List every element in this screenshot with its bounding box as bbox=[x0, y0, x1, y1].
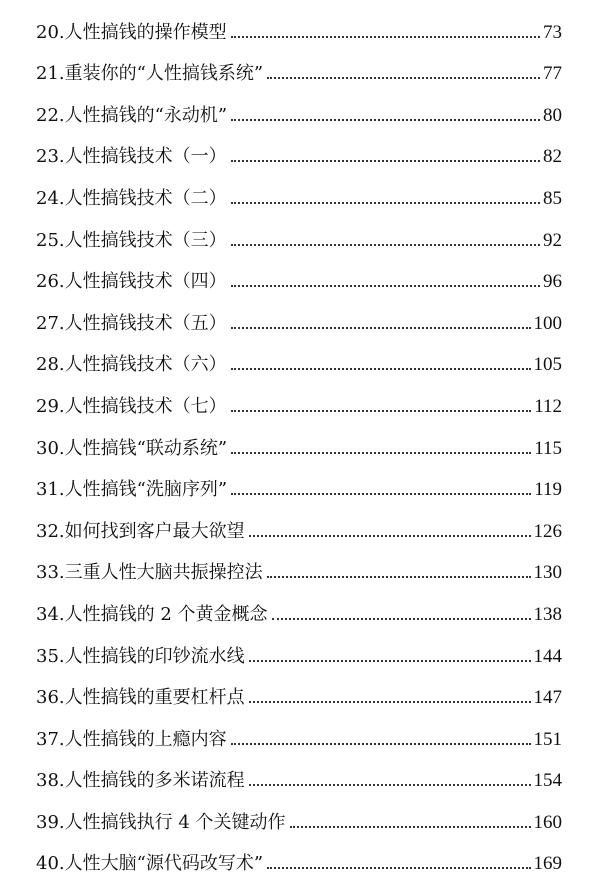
dot-leader bbox=[231, 743, 531, 745]
toc-entry-title: 33.三重人性大脑共振操控法 bbox=[36, 562, 263, 584]
toc-entry-page-number: 169 bbox=[533, 853, 562, 875]
dot-leader bbox=[231, 244, 540, 246]
toc-entry-page-number: 160 bbox=[533, 811, 562, 833]
toc-entry-page-number: 100 bbox=[533, 312, 562, 334]
toc-entry-page-number: 138 bbox=[533, 603, 562, 625]
toc-entry-page-number: 112 bbox=[534, 395, 562, 417]
toc-entry-title: 21.重装你的“人性搞钱系统” bbox=[36, 63, 264, 85]
dot-leader bbox=[231, 368, 531, 370]
toc-entry-title: 24.人性搞钱技术（二） bbox=[36, 187, 227, 209]
toc-entry-page-number: 151 bbox=[533, 728, 562, 750]
toc-entry-title: 37.人性搞钱的上瘾内容 bbox=[36, 728, 227, 750]
toc-entry-title: 34.人性搞钱的 2 个黄金概念 bbox=[36, 603, 268, 625]
toc-entry-page-number: 119 bbox=[534, 479, 562, 501]
toc-entry-title: 29.人性搞钱技术（七） bbox=[36, 395, 227, 417]
dot-leader bbox=[231, 160, 540, 162]
dot-leader bbox=[267, 77, 540, 79]
toc-entry-page-number: 80 bbox=[543, 104, 562, 126]
toc-entry-27[interactable] bbox=[36, 297, 562, 339]
toc-entry-page-number: 115 bbox=[534, 437, 562, 459]
toc-entry-39[interactable] bbox=[36, 796, 562, 838]
toc-entry-title: 20.人性搞钱的操作模型 bbox=[36, 21, 227, 43]
toc-entry-page-number: 82 bbox=[543, 146, 562, 168]
dot-leader bbox=[267, 867, 530, 869]
toc-entry-page-number: 126 bbox=[533, 520, 562, 542]
toc-entry-37[interactable] bbox=[36, 713, 562, 755]
toc-entry-31[interactable] bbox=[36, 464, 562, 506]
dot-leader bbox=[231, 327, 531, 329]
dot-leader bbox=[231, 493, 531, 495]
toc-entry-title: 25.人性搞钱技术（三） bbox=[36, 229, 227, 251]
toc-entry-title: 40.人性大脑“源代码改写术” bbox=[36, 853, 264, 875]
toc-entry-35[interactable] bbox=[36, 630, 562, 672]
toc-entry-29[interactable] bbox=[36, 380, 562, 422]
dot-leader bbox=[267, 576, 531, 578]
toc-entry-22[interactable] bbox=[36, 89, 562, 131]
dot-leader bbox=[231, 452, 531, 454]
toc-entry-page-number: 92 bbox=[543, 229, 562, 251]
toc-entry-28[interactable] bbox=[36, 339, 562, 381]
dot-leader bbox=[272, 618, 531, 620]
dot-leader bbox=[290, 826, 531, 828]
dot-leader bbox=[231, 202, 540, 204]
toc-entry-20[interactable] bbox=[36, 6, 562, 48]
toc-entry-23[interactable] bbox=[36, 131, 562, 173]
toc-entry-page-number: 105 bbox=[533, 354, 562, 376]
toc-entry-page-number: 85 bbox=[543, 187, 562, 209]
table-of-contents bbox=[36, 6, 562, 879]
toc-entry-title: 36.人性搞钱的重要杠杆点 bbox=[36, 687, 245, 709]
toc-entry-30[interactable] bbox=[36, 422, 562, 464]
toc-entry-title: 31.人性搞钱“洗脑序列” bbox=[36, 479, 228, 501]
dot-leader bbox=[231, 36, 540, 38]
toc-entry-page-number: 96 bbox=[543, 271, 562, 293]
toc-entry-title: 35.人性搞钱的印钞流水线 bbox=[36, 645, 245, 667]
dot-leader bbox=[249, 701, 531, 703]
toc-entry-34[interactable] bbox=[36, 588, 562, 630]
dot-leader bbox=[249, 535, 531, 537]
toc-entry-26[interactable] bbox=[36, 256, 562, 298]
toc-entry-33[interactable] bbox=[36, 547, 562, 589]
dot-leader bbox=[249, 784, 531, 786]
toc-entry-25[interactable] bbox=[36, 214, 562, 256]
toc-entry-title: 27.人性搞钱技术（五） bbox=[36, 312, 227, 334]
toc-entry-page-number: 130 bbox=[533, 562, 562, 584]
toc-entry-page-number: 73 bbox=[543, 21, 562, 43]
toc-entry-24[interactable] bbox=[36, 172, 562, 214]
dot-leader bbox=[231, 119, 540, 121]
toc-entry-page-number: 154 bbox=[533, 770, 562, 792]
toc-entry-title: 28.人性搞钱技术（六） bbox=[36, 354, 227, 376]
toc-entry-title: 22.人性搞钱的“永动机” bbox=[36, 104, 228, 126]
toc-entry-36[interactable] bbox=[36, 672, 562, 714]
toc-entry-38[interactable] bbox=[36, 755, 562, 797]
toc-entry-title: 26.人性搞钱技术（四） bbox=[36, 271, 227, 293]
toc-entry-title: 32.如何找到客户最大欲望 bbox=[36, 520, 245, 542]
dot-leader bbox=[231, 410, 532, 412]
toc-entry-title: 38.人性搞钱的多米诺流程 bbox=[36, 770, 245, 792]
dot-leader bbox=[231, 285, 540, 287]
dot-leader bbox=[249, 660, 531, 662]
toc-entry-title: 39.人性搞钱执行 4 个关键动作 bbox=[36, 811, 286, 833]
toc-entry-title: 23.人性搞钱技术（一） bbox=[36, 146, 227, 168]
toc-entry-page-number: 147 bbox=[533, 687, 562, 709]
toc-entry-page-number: 77 bbox=[543, 63, 562, 85]
toc-entry-21[interactable] bbox=[36, 48, 562, 90]
toc-entry-page-number: 144 bbox=[533, 645, 562, 667]
toc-entry-32[interactable] bbox=[36, 505, 562, 547]
toc-entry-title: 30.人性搞钱“联动系统” bbox=[36, 437, 228, 459]
